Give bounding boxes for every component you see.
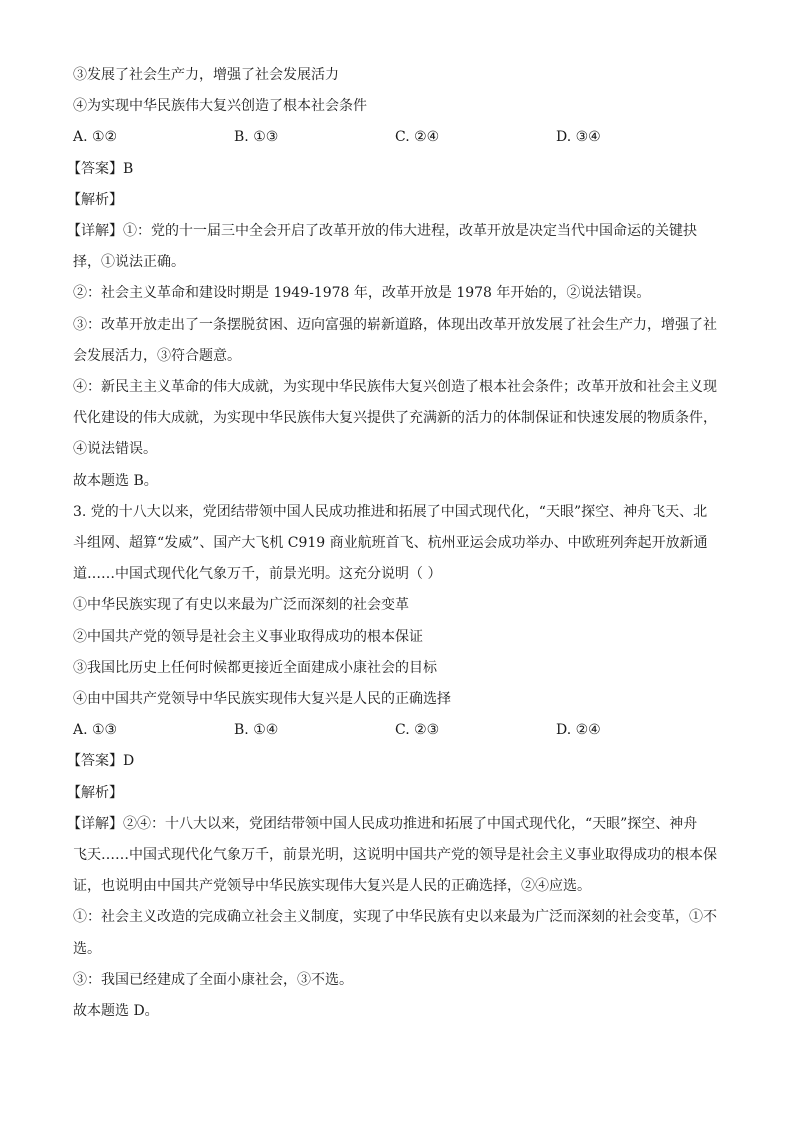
question-stem: 斗组网、超算“发威”、国产大飞机 C919 商业航班首飞、杭州亚运会成功举办、中欧班列奔起开放新通: [73, 535, 708, 552]
explanation-line: 证，也说明由中国共产党领导中华民族实现伟大复兴是人民的正确选择，②④应选。: [73, 878, 591, 895]
choice-d: D. ②④: [556, 722, 601, 739]
choice-a: A. ①②: [73, 129, 118, 146]
explanation-line: ②：社会主义革命和建设时期是 1949-1978 年，改革开放是 1978 年开始的，②说法错误。: [73, 285, 651, 302]
explanation-line: 代化建设的伟大成就，为实现中华民族伟大复兴提供了充满新的活力的体制保证和快速发展的物质条件，: [73, 410, 717, 427]
choice-a: A. ①③: [73, 722, 118, 739]
conclusion-line: 故本题选 B。: [73, 472, 158, 489]
question-2-section: [67, 60, 723, 497]
explanation-line: 会发展活力，③符合题意。: [73, 347, 241, 364]
choice-c: C. ②④: [395, 129, 440, 146]
explanation-line: 飞天……中国式现代化气象万千，前景光明，这说明中国共产党的领导是社会主义事业取得成功的根本保: [73, 847, 717, 864]
option-4: ④由中国共产党领导中华民族实现伟大复兴是人民的正确选择: [73, 691, 451, 708]
explanation-line: ③：我国已经建成了全面小康社会，③不选。: [73, 971, 353, 988]
explanation-line: ④：新民主主义革命的伟大成就，为实现中华民族伟大复兴创造了根本社会条件；改革开放和社会主义现: [73, 379, 717, 396]
document-page: [67, 60, 723, 1027]
option-3: ③我国比历史上任何时候都更接近全面建成小康社会的目标: [73, 659, 437, 676]
analysis-label: 【解析】: [67, 784, 123, 801]
explanation-line: ①：社会主义改造的完成确立社会主义制度，实现了中华民族有史以来最为广泛而深刻的社会变革，①不: [73, 909, 717, 926]
answer-label: 【答案】B: [67, 160, 134, 177]
option-4: ④为实现中华民族伟大复兴创造了根本社会条件: [73, 98, 367, 115]
question-stem: 3. 党的十八大以来，党团结带领中国人民成功推进和拓展了中国式现代化，“天眼”探空、神舟飞天、北: [73, 503, 708, 520]
explanation-line: 【详解】①：党的十一届三中全会开启了改革开放的伟大进程，改革开放是决定当代中国命运的关键抉: [67, 223, 697, 240]
choice-d: D. ③④: [556, 129, 601, 146]
explanation-line: 【详解】②④：十八大以来，党团结带领中国人民成功推进和拓展了中国式现代化，“天眼”探空、神舟: [67, 815, 698, 832]
question-stem: 道……中国式现代化气象万千，前景光明。这充分说明（ ）: [73, 566, 442, 583]
answer-choices: [73, 122, 723, 153]
answer-label: 【答案】D: [67, 753, 135, 770]
explanation-line: 选。: [73, 940, 101, 957]
question-3-section: [67, 497, 723, 1027]
option-1: ①中华民族实现了有史以来最为广泛而深刻的社会变革: [73, 597, 409, 614]
option-2: ②中国共产党的领导是社会主义事业取得成功的根本保证: [73, 628, 423, 645]
explanation-line: 择，①说法正确。: [73, 254, 185, 271]
explanation-line: ④说法错误。: [73, 441, 157, 458]
option-3: ③发展了社会生产力，增强了社会发展活力: [73, 67, 339, 83]
choice-b: B. ①③: [234, 129, 279, 146]
choice-b: B. ①④: [234, 722, 279, 739]
analysis-label: 【解析】: [67, 191, 123, 208]
conclusion-line: 故本题选 D。: [73, 1003, 159, 1020]
answer-choices: [73, 715, 723, 746]
explanation-line: ③：改革开放走出了一条摆脱贫困、迈向富强的崭新道路，体现出改革开放发展了社会生产力，增强了社: [73, 316, 717, 333]
choice-c: C. ②③: [395, 722, 440, 739]
